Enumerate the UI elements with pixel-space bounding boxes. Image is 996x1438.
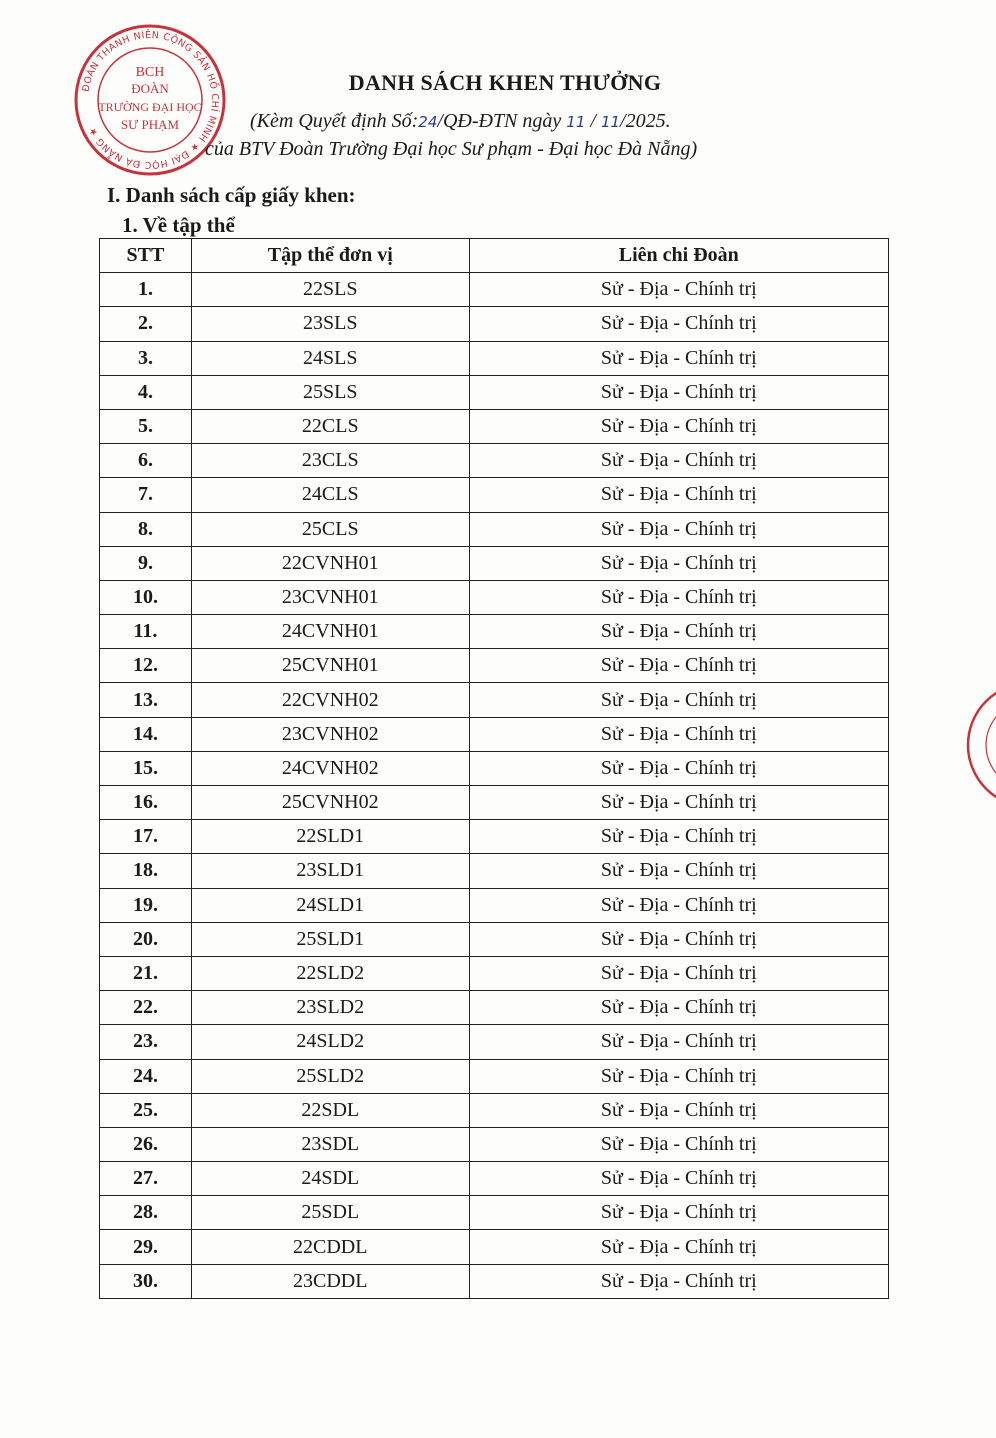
cell-unit: 24CLS	[191, 478, 469, 512]
cell-unit: 22CVNH01	[191, 546, 469, 580]
table-row	[100, 512, 889, 546]
table-header-row	[100, 239, 889, 273]
svg-text:SƯ PHẠM: SƯ PHẠM	[120, 117, 180, 132]
cell-branch: Sử - Địa - Chính trị	[469, 956, 888, 990]
cell-unit: 25SLD2	[191, 1059, 469, 1093]
cell-branch: Sử - Địa - Chính trị	[469, 512, 888, 546]
table-row	[100, 1093, 889, 1127]
svg-text:ĐOÀN THANH NIÊN CỘNG SẢN HỒ CH: ĐOÀN THANH NIÊN CỘNG SẢN HỒ CHÍ MINH ★ ĐẠI HỌC ĐÀ NẴNG ★	[80, 29, 221, 171]
table-body	[100, 273, 889, 1299]
cell-unit: 24CVNH01	[191, 615, 469, 649]
cell-branch: Sử - Địa - Chính trị	[469, 580, 888, 614]
decision-year: /2025.	[620, 110, 671, 132]
cell-stt: 16.	[100, 786, 192, 820]
decision-month: 11	[600, 113, 621, 131]
cell-branch: Sử - Địa - Chính trị	[469, 1162, 888, 1196]
cell-unit: 24SLD1	[191, 888, 469, 922]
document-title: DANH SÁCH KHEN THƯỞNG	[348, 70, 662, 95]
decision-number: 24	[418, 113, 438, 131]
cell-branch: Sử - Địa - Chính trị	[469, 615, 888, 649]
cell-unit: 22CVNH02	[191, 683, 469, 717]
cell-unit: 23SLS	[191, 307, 469, 341]
cell-stt: 20.	[100, 922, 192, 956]
table-row	[100, 751, 889, 785]
cell-stt: 4.	[100, 375, 192, 409]
cell-branch: Sử - Địa - Chính trị	[469, 546, 888, 580]
table-row	[100, 546, 889, 580]
cell-branch: Sử - Địa - Chính trị	[469, 444, 888, 478]
cell-stt: 27.	[100, 1162, 192, 1196]
table-row	[100, 1025, 889, 1059]
cell-branch: Sử - Địa - Chính trị	[469, 478, 888, 512]
table-row	[100, 307, 889, 341]
cell-unit: 23CVNH02	[191, 717, 469, 751]
cell-branch: Sử - Địa - Chính trị	[469, 786, 888, 820]
cell-stt: 9.	[100, 546, 192, 580]
cell-stt: 7.	[100, 478, 192, 512]
cell-stt: 15.	[100, 751, 192, 785]
table-row	[100, 615, 889, 649]
cell-branch: Sử - Địa - Chính trị	[469, 1093, 888, 1127]
cell-branch: Sử - Địa - Chính trị	[469, 1230, 888, 1264]
cell-stt: 6.	[100, 444, 192, 478]
decision-day: 11	[566, 113, 586, 131]
header-unit: Tập thể đơn vị	[191, 239, 469, 273]
table-row	[100, 649, 889, 683]
cell-stt: 30.	[100, 1264, 192, 1298]
cell-branch: Sử - Địa - Chính trị	[469, 922, 888, 956]
table-row	[100, 341, 889, 375]
cell-branch: Sử - Địa - Chính trị	[469, 307, 888, 341]
cell-unit: 22SDL	[191, 1093, 469, 1127]
cell-unit: 23CDDL	[191, 1264, 469, 1298]
cell-branch: Sử - Địa - Chính trị	[469, 888, 888, 922]
table-row	[100, 1059, 889, 1093]
cell-stt: 5.	[100, 409, 192, 443]
cell-branch: Sử - Địa - Chính trị	[469, 409, 888, 443]
table-row	[100, 444, 889, 478]
cell-unit: 22SLD1	[191, 820, 469, 854]
decision-suffix: /QĐ-ĐTN ngày	[437, 110, 562, 132]
cell-unit: 22CDDL	[191, 1230, 469, 1264]
cell-branch: Sử - Địa - Chính trị	[469, 1196, 888, 1230]
decision-reference: (Kèm Quyết định Số:24/QĐ-ĐTN ngày 11 / 11/2025.	[250, 110, 671, 132]
table-row	[100, 854, 889, 888]
cell-stt: 12.	[100, 649, 192, 683]
cell-unit: 23SDL	[191, 1127, 469, 1161]
table-row	[100, 409, 889, 443]
cell-stt: 3.	[100, 341, 192, 375]
table-row	[100, 1162, 889, 1196]
cell-unit: 24SLS	[191, 341, 469, 375]
table-row	[100, 956, 889, 990]
cell-stt: 19.	[100, 888, 192, 922]
decision-prefix: (Kèm Quyết định Số:	[250, 110, 419, 132]
cell-stt: 21.	[100, 956, 192, 990]
table-row	[100, 478, 889, 512]
cell-stt: 13.	[100, 683, 192, 717]
table-row	[100, 820, 889, 854]
cell-branch: Sử - Địa - Chính trị	[469, 273, 888, 307]
section-heading: I. Danh sách cấp giấy khen:	[107, 183, 356, 207]
cell-unit: 24CVNH02	[191, 751, 469, 785]
table-row	[100, 922, 889, 956]
cell-branch: Sử - Địa - Chính trị	[469, 683, 888, 717]
cell-unit: 23CLS	[191, 444, 469, 478]
cell-unit: 25SLS	[191, 375, 469, 409]
svg-text:ĐOÀN: ĐOÀN	[131, 81, 169, 96]
cell-stt: 26.	[100, 1127, 192, 1161]
cell-branch: Sử - Địa - Chính trị	[469, 341, 888, 375]
cell-branch: Sử - Địa - Chính trị	[469, 1127, 888, 1161]
table-row	[100, 1196, 889, 1230]
cell-branch: Sử - Địa - Chính trị	[469, 1025, 888, 1059]
cell-branch: Sử - Địa - Chính trị	[469, 991, 888, 1025]
table-row	[100, 683, 889, 717]
table-row	[100, 1264, 889, 1298]
header-branch: Liên chi Đoàn	[469, 239, 888, 273]
cell-stt: 1.	[100, 273, 192, 307]
cell-unit: 25CVNH01	[191, 649, 469, 683]
subsection-heading: 1. Về tập thể	[122, 213, 235, 237]
cell-unit: 23SLD1	[191, 854, 469, 888]
cell-stt: 25.	[100, 1093, 192, 1127]
cell-branch: Sử - Địa - Chính trị	[469, 649, 888, 683]
cell-branch: Sử - Địa - Chính trị	[469, 1264, 888, 1298]
cell-stt: 14.	[100, 717, 192, 751]
table-row	[100, 786, 889, 820]
cell-unit: 24SDL	[191, 1162, 469, 1196]
table-row	[100, 273, 889, 307]
cell-stt: 24.	[100, 1059, 192, 1093]
cell-unit: 25CVNH02	[191, 786, 469, 820]
cell-unit: 22SLS	[191, 273, 469, 307]
seal-partial-stamp	[955, 680, 996, 810]
cell-unit: 24SLD2	[191, 1025, 469, 1059]
cell-branch: Sử - Địa - Chính trị	[469, 717, 888, 751]
cell-stt: 11.	[100, 615, 192, 649]
table-row	[100, 888, 889, 922]
cell-unit: 25SLD1	[191, 922, 469, 956]
header-stt: STT	[100, 239, 192, 273]
cell-unit: 25CLS	[191, 512, 469, 546]
cell-unit: 25SDL	[191, 1196, 469, 1230]
svg-text:BCH: BCH	[135, 65, 165, 80]
table-row	[100, 991, 889, 1025]
cell-stt: 10.	[100, 580, 192, 614]
table-row	[100, 580, 889, 614]
cell-unit: 23CVNH01	[191, 580, 469, 614]
awards-table	[99, 238, 889, 1299]
cell-stt: 18.	[100, 854, 192, 888]
cell-unit: 22SLD2	[191, 956, 469, 990]
cell-branch: Sử - Địa - Chính trị	[469, 820, 888, 854]
cell-stt: 28.	[100, 1196, 192, 1230]
cell-branch: Sử - Địa - Chính trị	[469, 375, 888, 409]
cell-stt: 8.	[100, 512, 192, 546]
table-row	[100, 717, 889, 751]
cell-stt: 29.	[100, 1230, 192, 1264]
table-row	[100, 1230, 889, 1264]
cell-stt: 2.	[100, 307, 192, 341]
table-row	[100, 375, 889, 409]
cell-branch: Sử - Địa - Chính trị	[469, 1059, 888, 1093]
cell-branch: Sử - Địa - Chính trị	[469, 751, 888, 785]
cell-branch: Sử - Địa - Chính trị	[469, 854, 888, 888]
cell-stt: 22.	[100, 991, 192, 1025]
cell-unit: 23SLD2	[191, 991, 469, 1025]
cell-unit: 22CLS	[191, 409, 469, 443]
issuer-line: của BTV Đoàn Trường Đại học Sư phạm - Đại học Đà Nẵng)	[205, 138, 698, 160]
cell-stt: 17.	[100, 820, 192, 854]
svg-text:TRƯỜNG ĐẠI HỌC: TRƯỜNG ĐẠI HỌC	[98, 100, 202, 114]
table-row	[100, 1127, 889, 1161]
cell-stt: 23.	[100, 1025, 192, 1059]
